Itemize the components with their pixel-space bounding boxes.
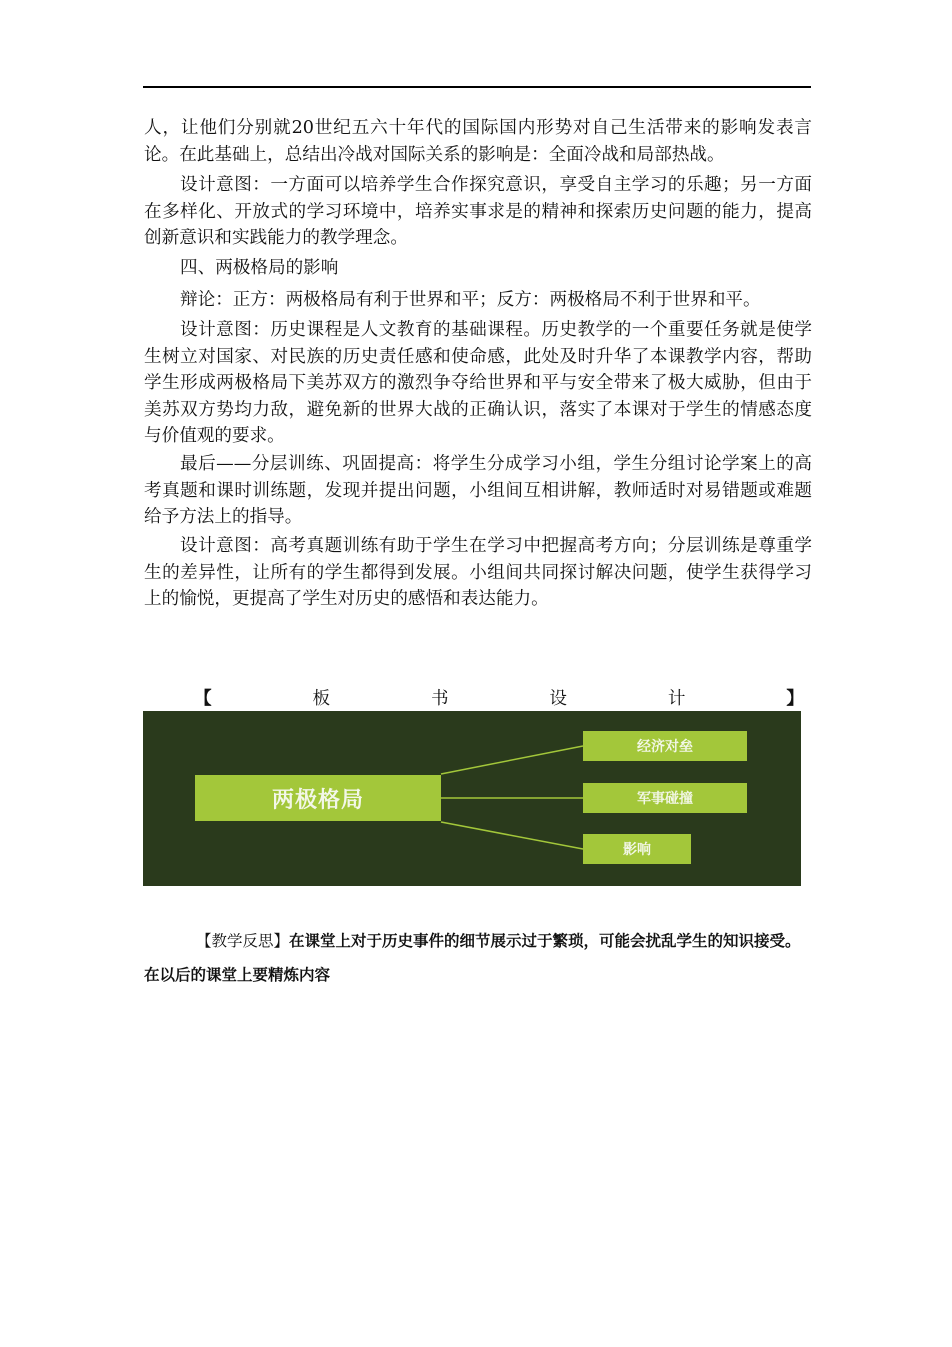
paragraph-layered-training: 最后——分层训练、巩固提高：将学生分成学习小组，学生分组讨论学案上的高考真题和课时训练题，发现并提出问题，小组间互相讲解，教师适时对易错题或难题给予方法上的指导。 bbox=[144, 454, 812, 527]
title-char: 计 bbox=[667, 689, 686, 709]
title-char: 板 bbox=[312, 689, 331, 709]
title-close-bracket: 】 bbox=[786, 688, 804, 709]
paragraph-design-intent-2: 设计意图：历史课程是人文教育的基础课程。历史教学的一个重要任务就是使学生树立对国家、对民族的历史责任感和使命感，此处及时升华了本课教学内容，帮助学生形成两极格局下美苏双方的激烈争夺给世界和平与安全带来了极大威胁，但由于美苏双方势均力敌，避免新的世界大战的正确认识，落实了本课对于学生的情感态度与价值观的要求。 bbox=[144, 320, 812, 446]
title-char: 书 bbox=[430, 689, 449, 709]
branch-box-impact: 影响 bbox=[583, 834, 691, 864]
paragraph-design-intent-1: 设计意图：一方面可以培养学生合作探究意识，享受自主学习的乐趣；另一方面在多样化、开放式的学习环境中，培养实事求是的精神和探索历史问题的能力，提高创新意识和实践能力的教学理念。 bbox=[144, 175, 812, 248]
title-open-bracket: 【 bbox=[194, 688, 212, 709]
board-design-title bbox=[194, 686, 804, 712]
connector-line bbox=[441, 746, 583, 774]
branch-box-economy: 经济对垒 bbox=[583, 731, 747, 761]
connector-line bbox=[441, 822, 583, 849]
paragraph-cold-war-impact: 人，让他们分别就20世纪五六十年代的国际国内形势对自己生活带来的影响发表言论。在此基础上，总结出冷战对国际关系的影响是：全面冷战和局部热战。 bbox=[144, 118, 812, 165]
reflection-text: 在课堂上对于历史事件的细节展示过于繁琐，可能会扰乱学生的知识接受。在以后的课堂上要精炼内容 bbox=[144, 932, 801, 984]
branch-box-military: 军事碰撞 bbox=[583, 783, 747, 813]
teaching-reflection bbox=[144, 924, 812, 992]
reflection-label: 【教学反思】 bbox=[196, 932, 290, 950]
blackboard-diagram bbox=[143, 711, 801, 886]
paragraph-debate: 辩论：正方：两极格局有利于世界和平；反方：两极格局不利于世界和平。 bbox=[180, 290, 761, 310]
title-char: 设 bbox=[549, 689, 568, 709]
paragraph-design-intent-3: 设计意图：高考真题训练有助于学生在学习中把握高考方向；分层训练是尊重学生的差异性，让所有的学生都得到发展。小组间共同探讨解决问题，使学生获得学习上的愉悦，更提高了学生对历史的感悟和表达能力。 bbox=[144, 536, 812, 609]
main-topic-box: 两极格局 bbox=[195, 775, 441, 821]
header-rule bbox=[143, 86, 811, 88]
section-heading-bipolar-impact: 四、两极格局的影响 bbox=[180, 258, 339, 278]
